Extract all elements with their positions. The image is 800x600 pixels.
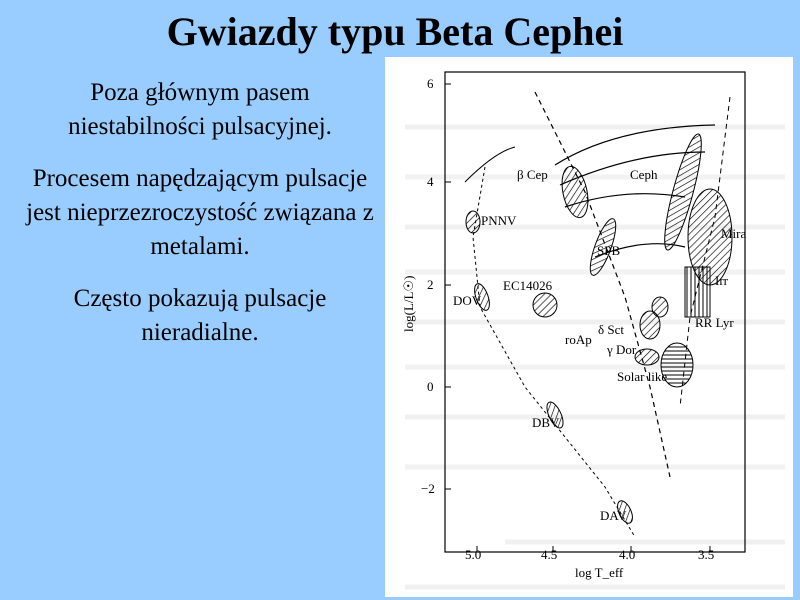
label-mira: Mira [721, 226, 747, 241]
x-tick-label: 5.0 [465, 547, 482, 562]
region-beta-cep [558, 164, 592, 220]
label-rr-lyr: RR Lyr [695, 315, 734, 330]
label-irr: Irr [715, 273, 728, 288]
diagram-svg [385, 57, 793, 597]
x-axis-label: log T_eff [575, 565, 624, 580]
hr-pulsation-diagram [385, 57, 793, 597]
bullet-item: Procesem napędzającym pulsacje jest nieprzezroczystość związana z metalami. [26, 165, 374, 260]
y-tick-label: 2 [427, 277, 434, 292]
label-gamma-dor: γ Dor [607, 342, 637, 357]
label-solar-like: Solar like [617, 369, 668, 384]
label-delta-sct: δ Sct [598, 322, 624, 337]
label-dav: DAV [600, 508, 627, 523]
region-pnnv [466, 211, 480, 233]
y-axis [401, 76, 451, 496]
label-roap: roAp [565, 332, 592, 347]
x-tick-label: 4.0 [619, 547, 636, 562]
y-axis-label: log(L/L☉) [401, 275, 416, 332]
region-irregular [685, 267, 710, 317]
bullet-item: Często pokazują pulsacje nieradialne. [73, 285, 327, 346]
label-spb: SPB [597, 243, 621, 258]
y-tick-label: 4 [427, 174, 434, 189]
label-ec14026: EC14026 [503, 278, 553, 293]
slide-title: Gwiazdy typu Beta Cephei [166, 9, 624, 54]
y-tick-label: 0 [427, 379, 434, 394]
x-tick-label: 4.5 [541, 547, 558, 562]
bullet-list [25, 76, 375, 368]
label-pnnv: PNNV [481, 213, 517, 228]
x-axis [465, 546, 714, 580]
label-beta-cep: β Cep [517, 167, 548, 182]
y-tick-label: 6 [427, 76, 434, 91]
region-ec14026 [533, 293, 557, 317]
region-delta-sct [640, 311, 660, 339]
label-dbv: DBV [532, 415, 560, 430]
y-tick-label: −2 [421, 481, 435, 496]
x-tick-label: 3.5 [698, 547, 715, 562]
region-gamma-dor [635, 349, 659, 365]
label-cepheids: Ceph [630, 167, 658, 182]
label-dov: DOV [453, 293, 482, 308]
bullet-item: Poza głównym pasem niestabilności pulsacyjnej. [68, 79, 332, 140]
